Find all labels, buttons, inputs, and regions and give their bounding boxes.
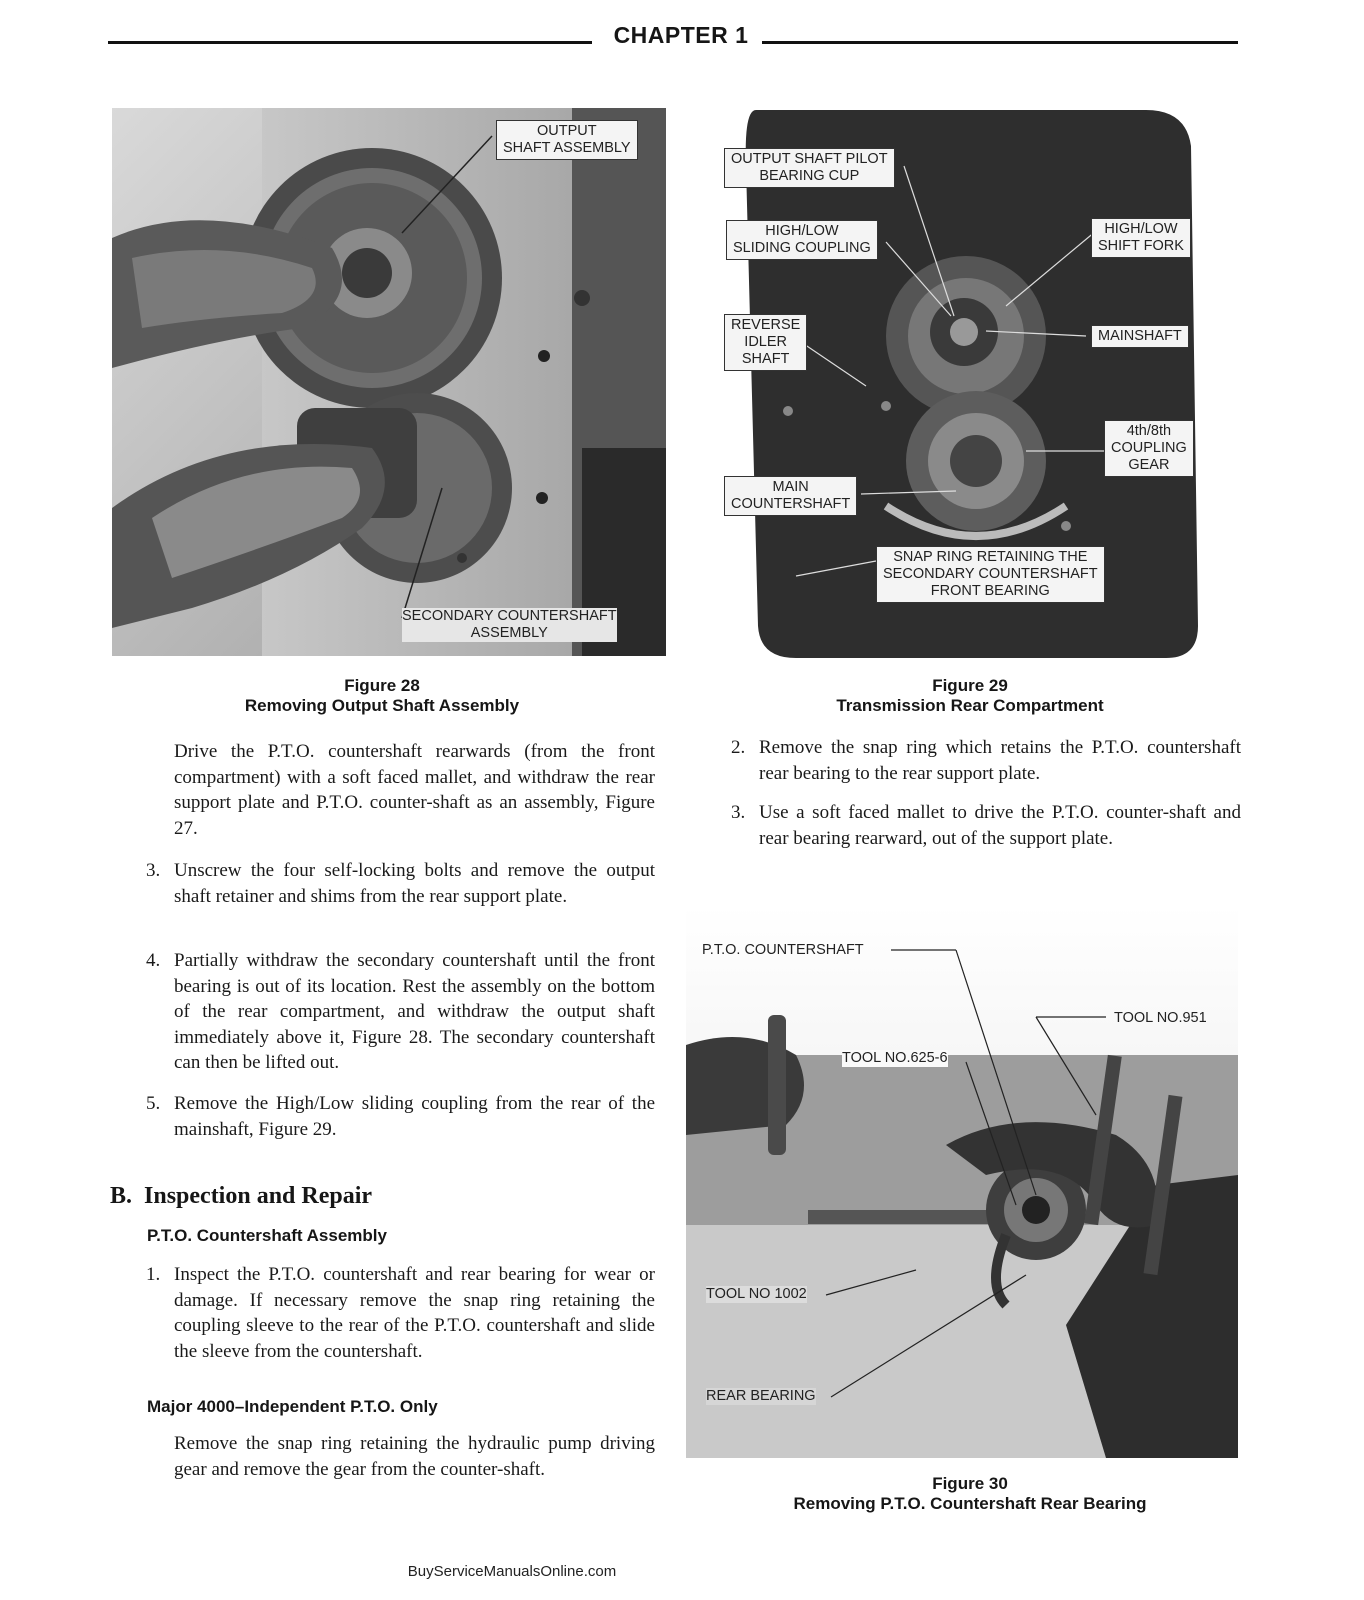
label-output-shaft-pilot-bearing-cup: OUTPUT SHAFT PILOT BEARING CUP [724, 148, 895, 188]
left-step-1 [146, 1262, 656, 1366]
label-secondary-countershaft-assembly: SECONDARY COUNTERSHAFT ASSEMBLY [402, 608, 617, 641]
label-tool-no-1002: TOOL NO 1002 [706, 1286, 807, 1302]
right-step-3-number: 3. [731, 802, 746, 823]
sub-heading-pto-countershaft-assembly: P.T.O. Countershaft Assembly [147, 1226, 387, 1245]
right-step-3 [731, 800, 1241, 878]
label-mainshaft: MAINSHAFT [1091, 325, 1189, 348]
label-rear-bearing: REAR BEARING [706, 1388, 816, 1404]
label-4th-8th-coupling-gear: 4th/8th COUPLING GEAR [1104, 420, 1194, 477]
chapter-title: CHAPTER 1 [613, 22, 749, 48]
sub-heading-major-4000: Major 4000–Independent P.T.O. Only [147, 1397, 438, 1416]
label-snap-ring-retaining: SNAP RING RETAINING THE SECONDARY COUNTERSHAFT FRONT BEARING [876, 546, 1105, 603]
left-step-3-number: 3. [146, 860, 161, 881]
left-step-3 [146, 858, 656, 936]
left-step-4-text: Partially withdraw the secondary countershaft until the front bearing is out of its location. Rest the assembly on the bottom of the rear compartment, and withdraw the output shaft immediately above it, Figure 28. The secondary countershaft can then be lifted out. [174, 950, 655, 1073]
left-step-4 [146, 948, 656, 1078]
left-step-1-text: Inspect the P.T.O. countershaft and rear bearing for wear or damage. If necessary remove the snap ring retaining the coupling sleeve to the rear of the P.T.O. countershaft and slide the sleeve from the countershaft. [174, 1264, 655, 1362]
figure-28-caption [172, 676, 592, 716]
header-rule-left [108, 41, 592, 44]
figure-29-title: Transmission Rear Compartment [836, 696, 1104, 715]
left-step-3-text: Unscrew the four self-locking bolts and remove the output shaft retainer and shims from the rear support plate. [174, 860, 655, 907]
right-step-3-text: Use a soft faced mallet to drive the P.T.O. counter-shaft and rear bearing rearward, out of the support plate. [759, 802, 1241, 849]
right-step-2-text: Remove the snap ring which retains the P.T.O. countershaft rear bearing to the rear support plate. [759, 737, 1241, 784]
label-tool-no-951: TOOL NO.951 [1114, 1010, 1207, 1026]
left-step-1-number: 1. [146, 1264, 161, 1285]
left-final-paragraph: Remove the snap ring retaining the hydraulic pump driving gear and remove the gear from the counter-shaft. [174, 1433, 655, 1480]
left-step-5 [146, 1091, 656, 1143]
left-intro-paragraph: Drive the P.T.O. countershaft rearwards (from the front compartment) with a soft faced mallet, and withdraw the rear support plate and P.T.O. counter-shaft as an assembly, Figure 27. [174, 741, 655, 839]
figure-28-number: Figure 28 [344, 676, 420, 695]
left-step-5-text: Remove the High/Low sliding coupling from the rear of the mainshaft, Figure 29. [174, 1093, 655, 1140]
left-step-5-number: 5. [146, 1093, 161, 1114]
figure-30-number: Figure 30 [932, 1474, 1008, 1493]
figure-29-number: Figure 29 [932, 676, 1008, 695]
label-pto-countershaft: P.T.O. COUNTERSHAFT [702, 942, 864, 958]
footer-website: BuyServiceManualsOnline.com [407, 1563, 617, 1580]
figure-28-photo [112, 108, 666, 656]
figure-28-title: Removing Output Shaft Assembly [244, 696, 520, 715]
header-rule-right [762, 41, 1238, 44]
label-tool-no-625-6: TOOL NO.625-6 [842, 1050, 948, 1066]
right-step-2-number: 2. [731, 737, 746, 758]
label-high-low-shift-fork: HIGH/LOW SHIFT FORK [1091, 218, 1191, 258]
figure-30-title: Removing P.T.O. Countershaft Rear Bearing [793, 1494, 1147, 1513]
label-reverse-idler-shaft: REVERSE IDLER SHAFT [724, 314, 807, 371]
figure-30-caption [740, 1474, 1200, 1514]
figure-29-photo [686, 106, 1236, 662]
label-output-shaft-assembly: OUTPUT SHAFT ASSEMBLY [496, 120, 638, 160]
figure-30-photo [686, 905, 1238, 1458]
section-heading-inspection-repair: B. Inspection and Repair [110, 1183, 373, 1209]
label-main-countershaft: MAIN COUNTERSHAFT [724, 476, 857, 516]
right-step-2 [731, 735, 1241, 787]
figure-29-caption [760, 676, 1180, 716]
left-step-4-number: 4. [146, 950, 161, 971]
label-high-low-sliding-coupling: HIGH/LOW SLIDING COUPLING [726, 220, 878, 260]
